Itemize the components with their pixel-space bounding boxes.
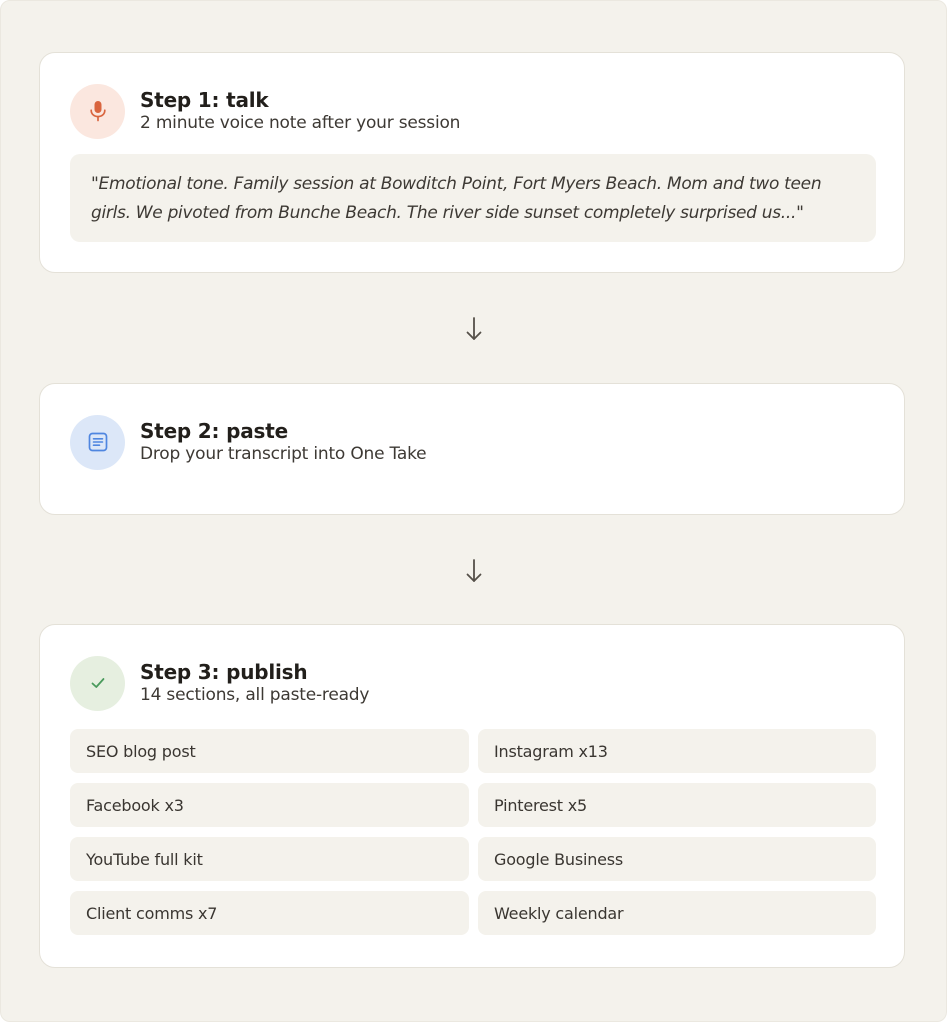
output-item-weekly-calendar: Weekly calendar bbox=[478, 891, 876, 935]
step-subtitle: 2 minute voice note after your session bbox=[140, 113, 461, 133]
voice-note-quote: "Emotional tone. Family session at Bowditch Point, Fort Myers Beach. Mom and two teen girls. We pivoted from Bunche Beach. The river side sunset completely surprised us..." bbox=[70, 154, 876, 242]
step-paste-card bbox=[39, 383, 905, 515]
step-title: Step 2: paste bbox=[140, 419, 288, 443]
output-item-instagram: Instagram x13 bbox=[478, 729, 876, 773]
output-item-client-comms: Client comms x7 bbox=[70, 891, 469, 935]
step-header bbox=[70, 414, 426, 470]
output-item-seo-blog-post: SEO blog post bbox=[70, 729, 469, 773]
output-item-pinterest: Pinterest x5 bbox=[478, 783, 876, 827]
step-header bbox=[70, 655, 369, 711]
document-icon bbox=[70, 415, 125, 470]
step-publish-card bbox=[39, 624, 905, 968]
output-list bbox=[70, 729, 876, 935]
step-title: Step 3: publish bbox=[140, 660, 308, 684]
step-header bbox=[70, 83, 460, 139]
microphone-icon bbox=[70, 84, 125, 139]
step-subtitle: Drop your transcript into One Take bbox=[140, 444, 427, 464]
output-item-youtube: YouTube full kit bbox=[70, 837, 469, 881]
step-talk-card bbox=[39, 52, 905, 273]
check-icon bbox=[70, 656, 125, 711]
step-subtitle: 14 sections, all paste-ready bbox=[140, 685, 370, 705]
arrow-down-icon bbox=[461, 314, 487, 344]
step-title: Step 1: talk bbox=[140, 88, 269, 112]
output-item-google-business: Google Business bbox=[478, 837, 876, 881]
output-item-facebook: Facebook x3 bbox=[70, 783, 469, 827]
arrow-down-icon bbox=[461, 556, 487, 586]
